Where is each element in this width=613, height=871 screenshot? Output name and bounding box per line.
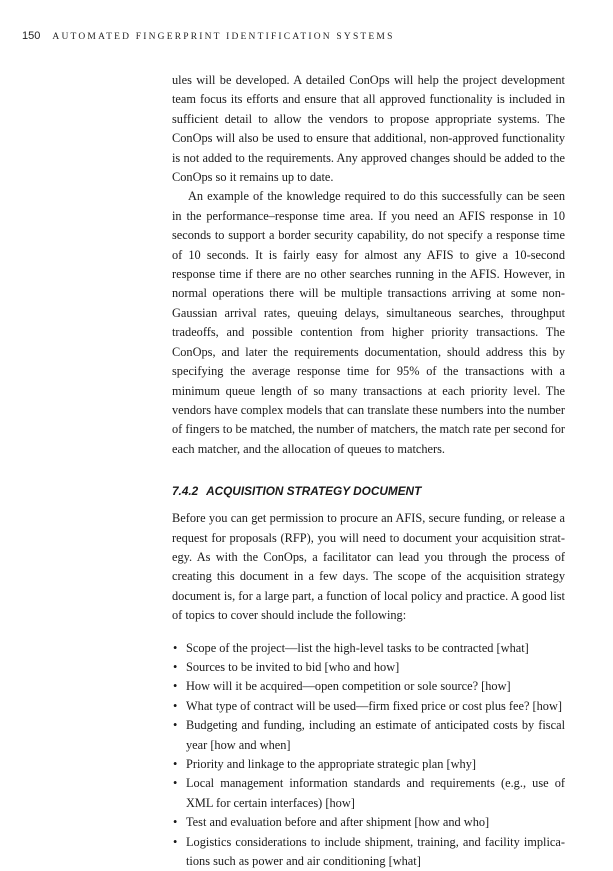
- paragraph-conops-continued: ules will be developed. A detailed ConOps will help the project development team focus its efforts and ensure that all approved functionality is included in sufficient detail to allow the vendors to propose appropriate systems. The ConOps will also be used to ensure that additional, non-approved functionality is not added to the requirements. Any approved changes should be added to the ConOps so it remains up to date.: [172, 73, 565, 185]
- page-number: 150: [22, 30, 41, 42]
- paragraph-acquisition-strategy: Before you can get permission to procure an AFIS, secure funding, or release a request for proposals (RFP), you will need to document your acquisition strategy. As with the ConOps, a facilitator can lead you through the process of creating this document in a few days. The scope of the acquisition strategy document is, for a large part, a function of local policy and practice. A good list of topics to cover should include the following:: [172, 511, 565, 623]
- paragraph-response-time-example: An example of the knowledge required to do this successfully can be seen in the performance–response time area. If you need an AFIS response in 10 seconds to support a border security capability, do not specify a response time of 10 seconds. It is fairly easy for almost any AFIS to give a 10-second response time if there are no other searches running in the AFIS. However, in normal operations there will be multiple transactions arriving at some non-Gaussian arrival rates, queuing delays, simultaneous searches, throughput tradeoffs, and possible contention from higher priority transactions. The ConOps, and later the requirements documentation, should address this by specifying the average response time for 95% of the transactions with a minimum queue length of so many transactions at each priority level. The vendors have complex models that can translate these numbers into the number of fingers to be matched, the number of matchers, the match rate per second for each matcher, and the allocation of queues to matchers.: [172, 189, 565, 456]
- list-item-text: Priority and linkage to the appropriate strategic plan [why]: [186, 757, 476, 771]
- topics-bullet-list: [172, 639, 565, 871]
- list-item: [172, 833, 565, 871]
- page-body: [172, 71, 565, 871]
- list-item: [172, 716, 565, 755]
- list-item-text: Sources to be invited to bid [who and how]: [186, 659, 400, 674]
- list-item: [172, 813, 565, 832]
- running-title: AUTOMATED FINGERPRINT IDENTIFICATION SYSTEMS: [52, 32, 395, 42]
- bullet-icon: •: [173, 834, 178, 849]
- list-item: [172, 755, 565, 774]
- list-item-text: Logistics considerations to include shipment, training, and facility implications such as power and air conditioning [what]: [186, 834, 565, 869]
- bullet-icon: •: [173, 718, 178, 733]
- list-item: [172, 774, 565, 813]
- section-heading: [172, 482, 565, 501]
- list-item: [172, 658, 565, 677]
- list-item: [172, 677, 565, 696]
- running-header: [22, 30, 395, 42]
- bullet-icon: •: [173, 815, 178, 830]
- list-item-text: Budgeting and funding, including an estimate of anticipated costs by fiscal year [how and when]: [186, 718, 565, 752]
- list-item-text: Scope of the project—list the high-level tasks to be contracted [what]: [186, 640, 529, 655]
- section-title: ACQUISITION STRATEGY DOCUMENT: [206, 484, 422, 499]
- bullet-icon: •: [173, 659, 178, 674]
- bullet-icon: •: [173, 757, 178, 771]
- section-number: 7.4.2: [172, 484, 199, 499]
- bullet-icon: •: [173, 776, 178, 791]
- bullet-icon: •: [173, 679, 178, 694]
- bullet-icon: •: [173, 698, 178, 713]
- list-item-text: Test and evaluation before and after shipment [how and who]: [186, 815, 490, 830]
- list-item-text: How will it be acquired—open competition or sole source? [how]: [186, 679, 511, 694]
- list-item: [172, 697, 565, 716]
- list-item-text: Local management information standards and requirements (e.g., use of XML for certain interfaces) [how]: [186, 776, 565, 810]
- list-item: [172, 639, 565, 658]
- list-item-text: What type of contract will be used—firm fixed price or cost plus fee? [how]: [186, 698, 563, 713]
- bullet-icon: •: [173, 640, 178, 655]
